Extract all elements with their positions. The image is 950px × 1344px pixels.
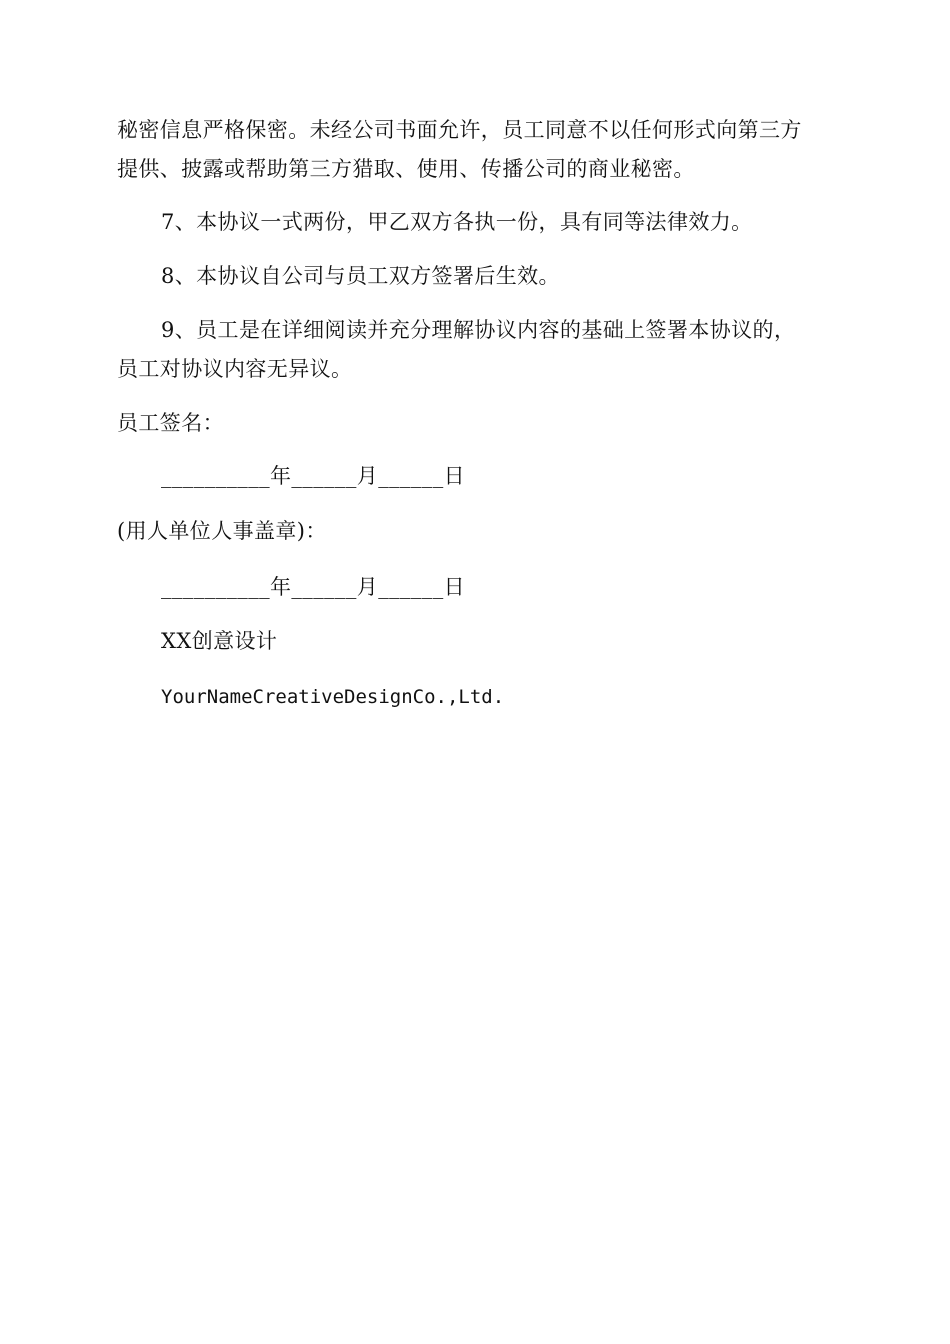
paragraph-line: 提供、披露或帮助第三方猎取、使用、传播公司的商业秘密。 [117, 157, 695, 181]
company-name-cn: XX创意设计 [161, 629, 278, 653]
company-name-en: YourNameCreativeDesignCo.,Ltd. [161, 686, 505, 708]
paragraph-line: 秘密信息严格保密。未经公司书面允许，员工同意不以任何形式向第三方 [117, 118, 802, 142]
employee-signature-label: 员工签名： [117, 411, 224, 435]
employee-date-line: __________年______月______日 [161, 464, 465, 488]
clause-8: 8、本协议自公司与员工双方签署后生效。 [161, 264, 560, 288]
clause-9-line: 9、员工是在详细阅读并充分理解协议内容的基础上签署本协议的， [161, 318, 796, 342]
employer-seal-label: (用人单位人事盖章)： [117, 519, 327, 543]
employer-date-line: __________年______月______日 [161, 575, 465, 599]
clause-9-line: 员工对协议内容无异议。 [117, 357, 353, 381]
clause-7: 7、本协议一式两份，甲乙双方各执一份，具有同等法律效力。 [161, 210, 753, 234]
